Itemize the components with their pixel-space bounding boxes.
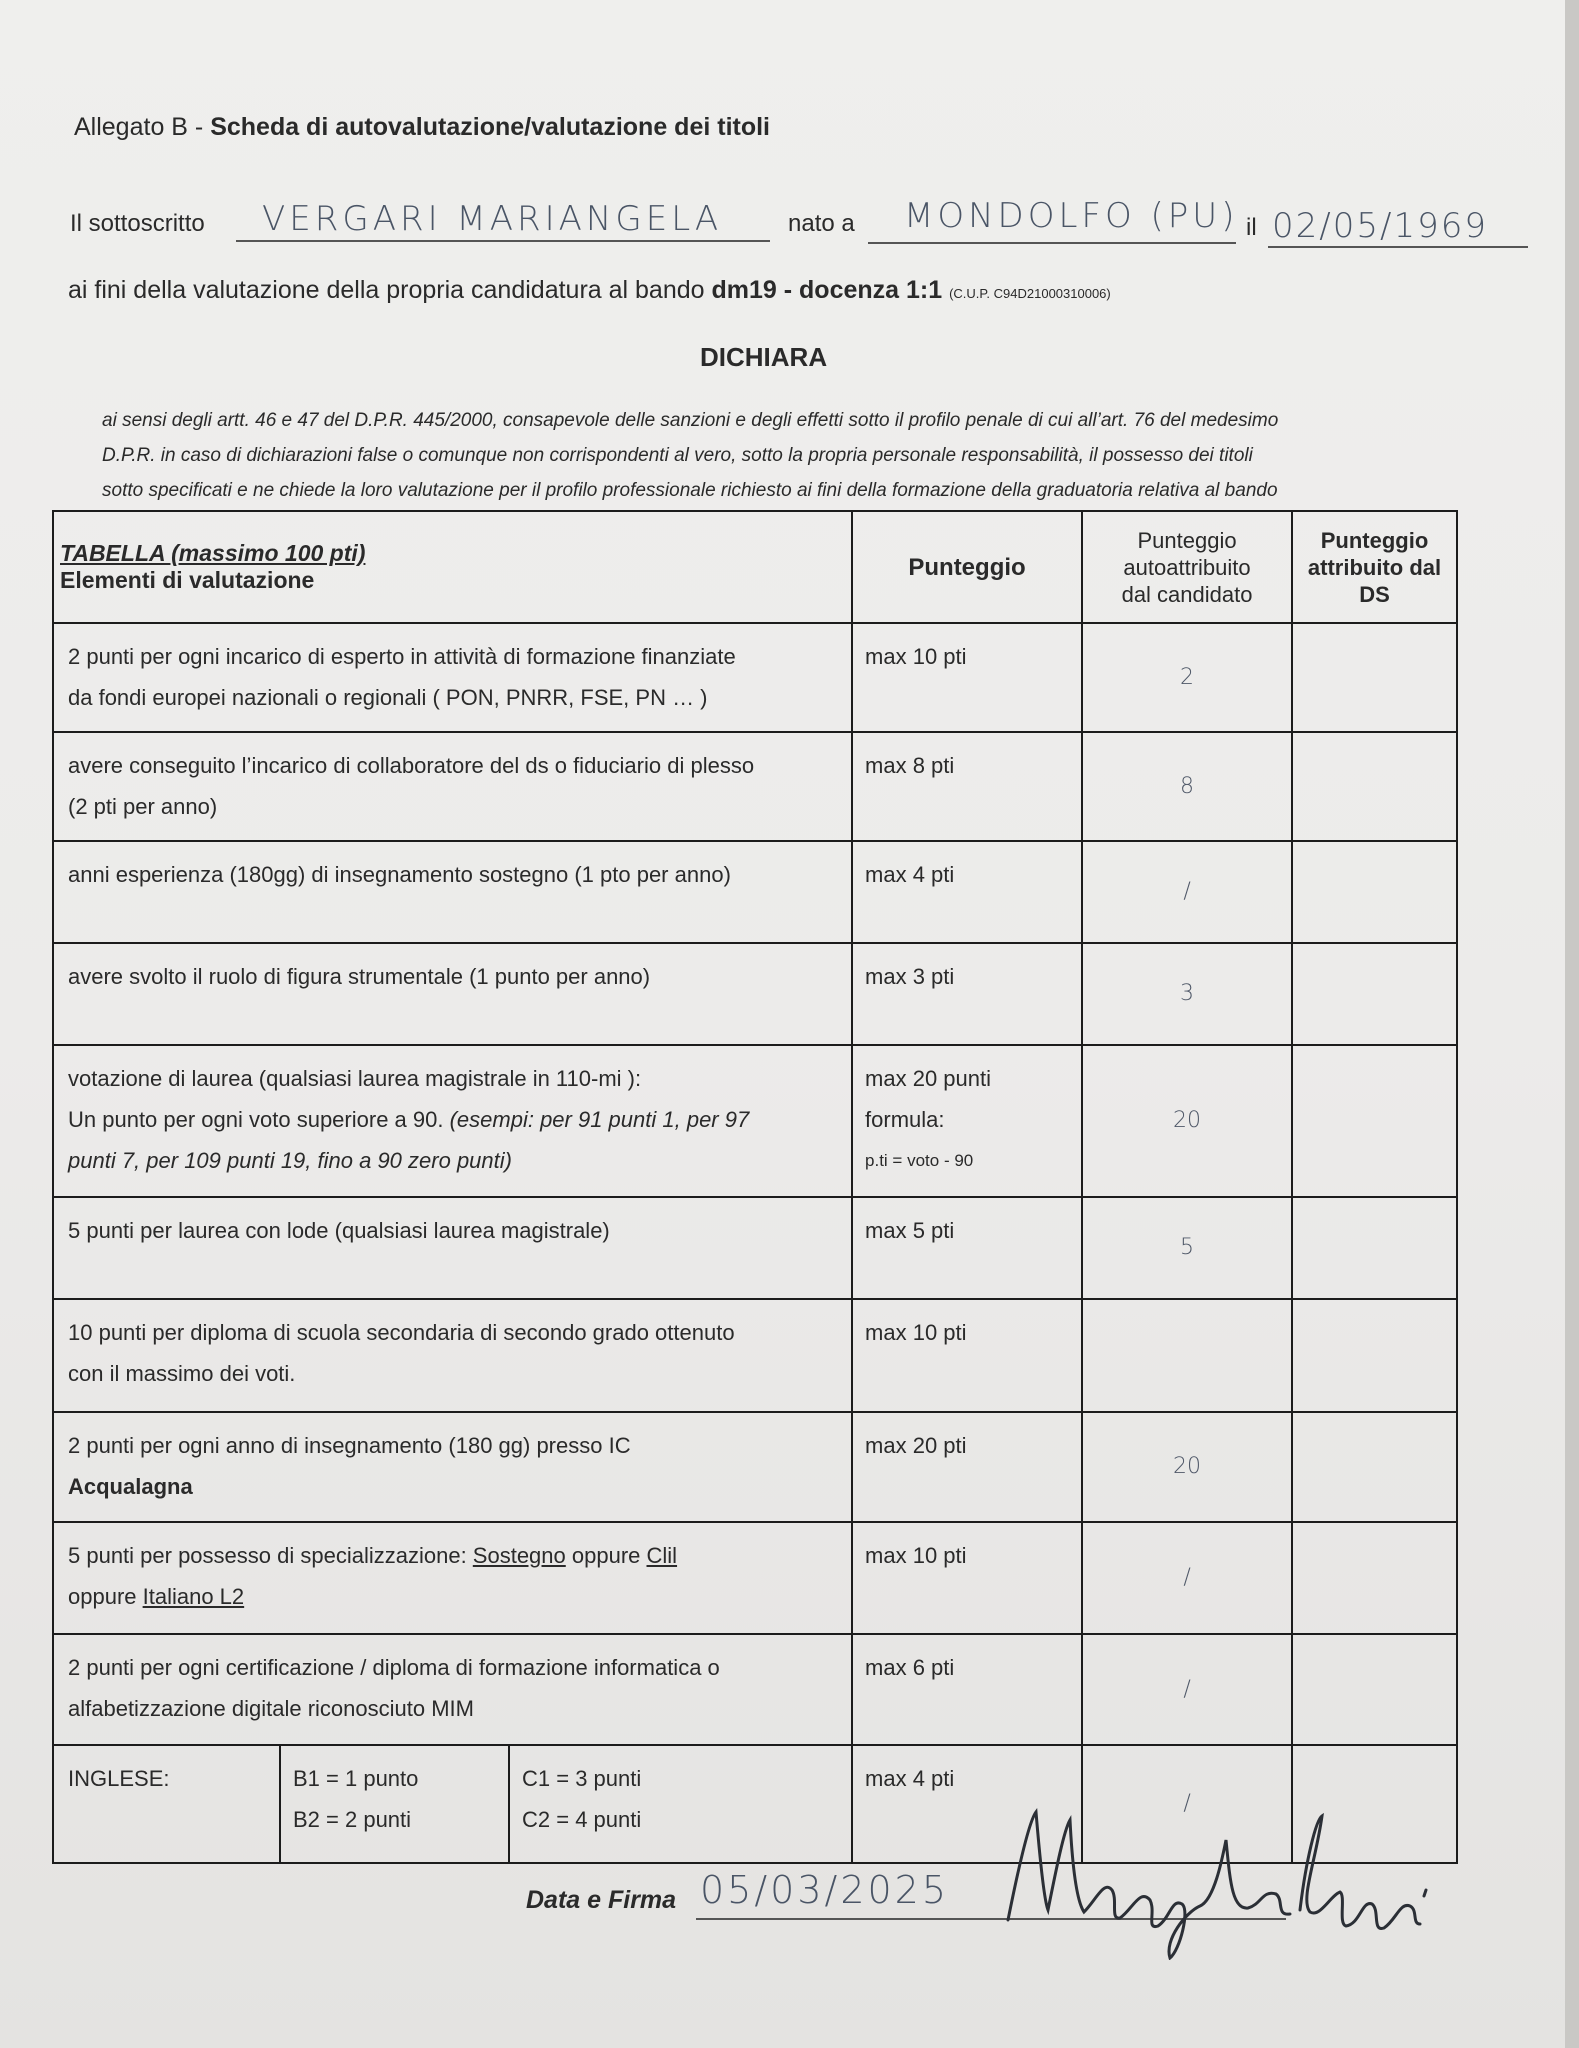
ds-score — [1292, 1412, 1457, 1522]
self-score: 8 — [1082, 732, 1292, 841]
self-score: / — [1082, 1634, 1292, 1745]
table-row: 5 punti per laurea con lode (qualsiasi laurea magistrale) max 5 pti 5 — [53, 1197, 1457, 1299]
table-title: TABELLA (massimo 100 pti) — [60, 540, 366, 566]
birthplace: MONDOLFO (PU) — [904, 196, 1239, 236]
name-underline — [236, 240, 770, 242]
label-on: il — [1246, 214, 1257, 241]
table-row: 2 punti per ogni anno di insegnamento (180 gg) presso IC Acqualagna max 20 pti 20 — [53, 1412, 1457, 1522]
declarant-name: VERGARI MARIANGELA — [262, 199, 723, 239]
table-row: avere conseguito l’incarico di collaboratore del ds o fiduciario di plesso (2 pti per anno) max 8 pti 8 — [53, 732, 1457, 841]
title-text: Scheda di autovalutazione/valutazione dei titoli — [210, 113, 771, 141]
ds-score — [1292, 943, 1457, 1045]
self-score: 3 — [1082, 943, 1292, 1045]
birthdate-underline — [1268, 246, 1528, 248]
declaration-line-2: D.P.R. in caso di dichiarazioni false o comunque non corrispondenti al vero, sotto la propria personale responsabilità, il possesso dei titoli — [102, 445, 1253, 466]
label-born: nato a — [788, 210, 855, 237]
table-row: 2 punti per ogni incarico di esperto in attività di formazione finanziate da fondi europei nazionali o regionali ( PON, PNRR, FSE, PN … ) max 10 pti 2 — [53, 623, 1457, 732]
document-title — [74, 113, 770, 142]
table-row: 5 punti per possesso di specializzazione: Sostegno oppure Clil oppure Italiano L2 max 10 pti / — [53, 1522, 1457, 1634]
cup-code: (C.U.P. C94D21000310006) — [949, 286, 1111, 301]
declaration-line-3: sotto specificati e ne chiede la loro valutazione per il profilo professionale richiesto ai fini della formazione della graduatoria relativa al bando — [102, 480, 1278, 501]
header-score: Punteggio — [852, 511, 1082, 623]
ds-score — [1292, 1299, 1457, 1412]
header-ds-score: Punteggio attribuito dal DS — [1292, 511, 1457, 623]
birthdate: 02/05/1969 — [1272, 206, 1488, 246]
signature-date: 05/03/2025 — [700, 1868, 950, 1912]
table-header-row — [53, 511, 1457, 623]
english-c-levels: C1 = 3 punti C2 = 4 punti — [509, 1745, 852, 1863]
english-label: INGLESE: — [53, 1745, 280, 1863]
date-signature-label: Data e Firma — [526, 1886, 677, 1914]
label-undersigned: Il sottoscritto — [70, 210, 205, 237]
declaration-line-1: ai sensi degli artt. 46 e 47 del D.P.R. 445/2000, consapevole delle sanzioni e degli effetti sotto il profilo penale di cui all’art. 76 del medesimo — [102, 410, 1279, 431]
header-elements-cell — [53, 511, 852, 623]
self-score: / — [1082, 1522, 1292, 1634]
self-score: / — [1082, 1745, 1292, 1863]
ds-score — [1292, 1197, 1457, 1299]
ds-score — [1292, 1045, 1457, 1197]
ds-score — [1292, 732, 1457, 841]
call-name: dm19 - docenza 1:1 — [711, 276, 943, 304]
english-row: INGLESE: B1 = 1 punto B2 = 2 punti C1 = 3 punti C2 = 4 punti max 4 pti / — [53, 1745, 1457, 1863]
purpose-text: ai fini della valutazione della propria candidatura al bando — [68, 276, 712, 304]
table-row: 10 punti per diploma di scuola secondaria di secondo grado ottenuto con il massimo dei voti. max 10 pti — [53, 1299, 1457, 1412]
table-row: 2 punti per ogni certificazione / diploma di formazione informatica o alfabetizzazione digitale riconosciuto MIM max 6 pti / — [53, 1634, 1457, 1745]
self-score: / — [1082, 841, 1292, 943]
self-score: 20 — [1082, 1045, 1292, 1197]
ds-score — [1292, 841, 1457, 943]
table-row: avere svolto il ruolo di figura strumentale (1 punto per anno) max 3 pti 3 — [53, 943, 1457, 1045]
table-row: votazione di laurea (qualsiasi laurea magistrale in 110-mi ): Un punto per ogni voto superiore a 90. (esempi: per 91 punti 1, per 97 punti 7, per 109 punti 19, fino a 90 zero punti) max 20 punti formula: p.ti = voto - 90 20 — [53, 1045, 1457, 1197]
annex-label: Allegato B - — [74, 113, 211, 141]
ds-score — [1292, 1522, 1457, 1634]
evaluation-table — [52, 510, 1458, 1864]
handwritten-signature — [1000, 1800, 1440, 1960]
birthplace-underline — [868, 242, 1236, 244]
declare-heading: DICHIARA — [700, 342, 828, 372]
page-edge — [1565, 0, 1579, 2048]
english-b-levels: B1 = 1 punto B2 = 2 punti — [280, 1745, 509, 1863]
purpose-line — [68, 276, 1111, 305]
self-score: 2 — [1082, 623, 1292, 732]
table-row: anni esperienza (180gg) di insegnamento sostegno (1 pto per anno) max 4 pti / — [53, 841, 1457, 943]
self-score — [1082, 1299, 1292, 1412]
self-score: 5 — [1082, 1197, 1292, 1299]
table-subtitle: Elementi di valutazione — [60, 567, 315, 593]
ds-score — [1292, 1634, 1457, 1745]
header-self-score: Punteggio autoattribuito dal candidato — [1082, 511, 1292, 623]
ds-score — [1292, 623, 1457, 732]
self-score: 20 — [1082, 1412, 1292, 1522]
